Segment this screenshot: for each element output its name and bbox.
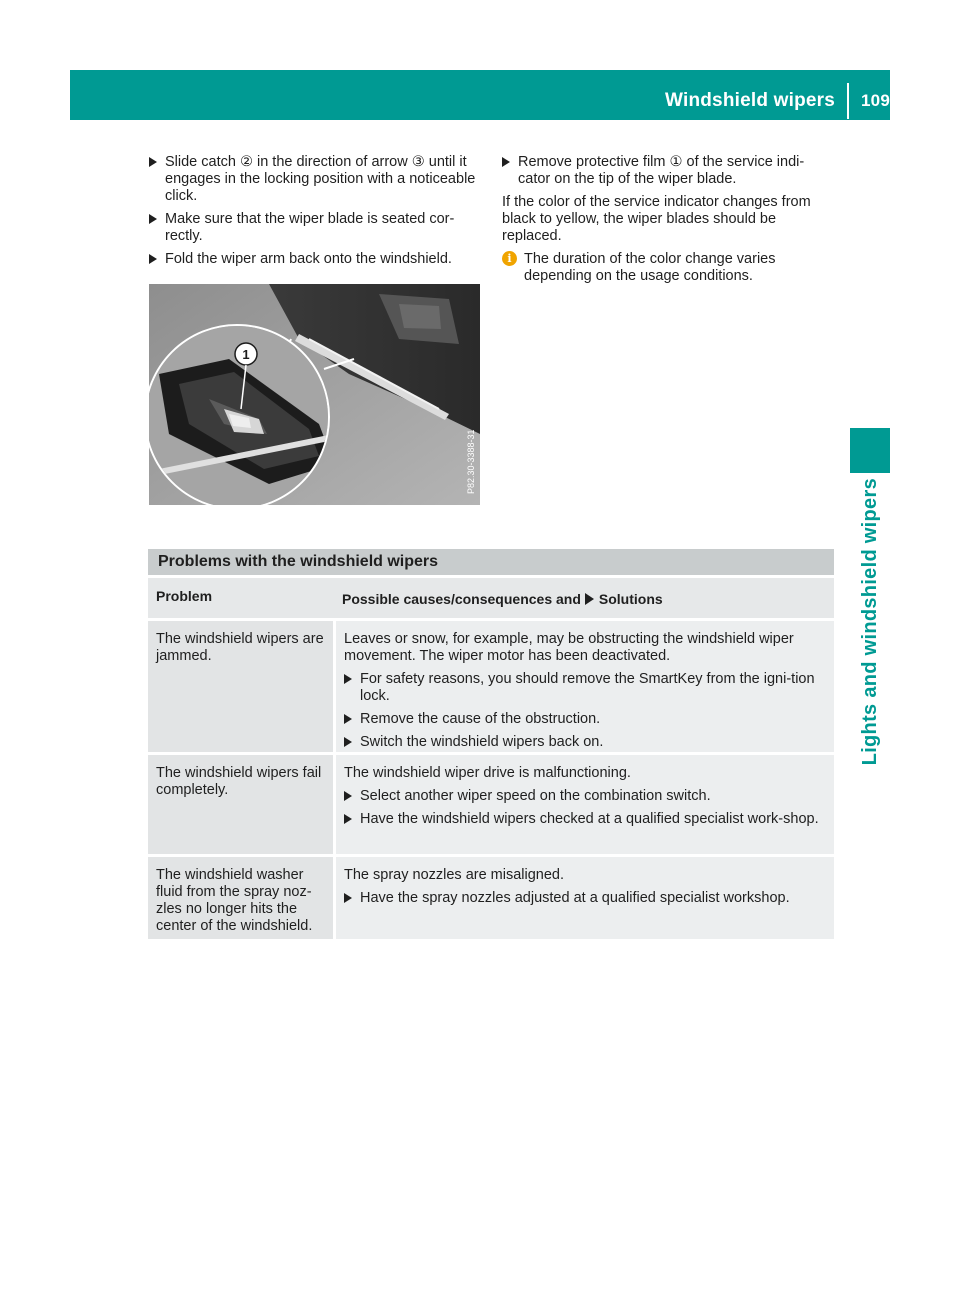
step-text: Remove the cause of the obstruction. — [360, 711, 601, 727]
step-text: Fold the wiper arm back onto the windshield. — [165, 251, 452, 267]
instruction-step — [344, 734, 828, 751]
step-arrow-icon — [344, 791, 352, 801]
step-arrow-icon — [502, 157, 510, 167]
step-arrow-icon — [344, 814, 352, 824]
step-text: Select another wiper speed on the combination switch. — [360, 788, 711, 804]
step-arrow-icon — [149, 157, 157, 167]
table-row — [148, 755, 834, 854]
col-header-text: Solutions — [598, 591, 663, 607]
step-arrow-icon — [344, 674, 352, 684]
step-text: Slide catch ② in the direction of arrow ③ until it engages in the locking position with a noticeable click. — [165, 154, 476, 204]
info-note — [502, 251, 834, 285]
table-title: Problems with the windshield wipers — [148, 549, 834, 575]
col-header-problem: Problem — [156, 588, 213, 604]
solution-cell — [336, 621, 834, 752]
instruction-step — [344, 890, 828, 907]
problem-cell: The windshield wipers fail completely. — [148, 755, 333, 854]
step-text: Have the spray nozzles adjusted at a qualified specialist workshop. — [360, 890, 790, 906]
step-arrow-icon — [149, 214, 157, 224]
callout-number: 1 — [242, 347, 250, 362]
info-icon: i — [502, 251, 517, 266]
cause-text: Leaves or snow, for example, may be obstructing the windshield wiper movement. The wiper motor has been deactivated. — [344, 631, 794, 664]
problem-cell: The windshield wipers are jammed. — [148, 621, 333, 752]
header-divider — [847, 83, 849, 119]
body-paragraph: If the color of the service indicator changes from black to yellow, the wiper blades should be replaced. — [502, 194, 811, 244]
table-row — [148, 857, 834, 939]
figure-code: P82.30-3388-31 — [466, 429, 476, 494]
instruction-step — [344, 671, 828, 705]
chapter-label — [850, 478, 890, 778]
running-header — [665, 86, 890, 116]
left-column — [149, 154, 482, 274]
info-text: The duration of the color change varies depending on the usage conditions. — [524, 251, 776, 284]
col-header-solutions — [334, 578, 834, 618]
problems-table — [148, 549, 834, 939]
step-arrow-icon — [344, 893, 352, 903]
step-text: Have the windshield wipers checked at a qualified specialist work-shop. — [360, 811, 819, 827]
cause-text: The windshield wiper drive is malfunctioning. — [344, 765, 631, 781]
step-arrow-icon — [344, 714, 352, 724]
step-text: Switch the windshield wipers back on. — [360, 734, 604, 750]
step-arrow-icon — [585, 593, 594, 605]
step-text: Remove protective film ① of the service indi-cator on the tip of the wiper blade. — [518, 154, 805, 187]
table-header — [148, 578, 834, 618]
chapter-label-text: Lights and windshield wipers — [858, 478, 881, 766]
instruction-step — [502, 154, 834, 188]
table-row — [148, 621, 834, 752]
instruction-step — [344, 788, 828, 805]
solution-cell — [336, 755, 834, 854]
col-header-text: Possible causes/consequences and — [342, 591, 581, 607]
wiper-illustration — [149, 284, 480, 505]
page-number: 109 — [861, 91, 890, 110]
instruction-step — [149, 251, 482, 268]
cause-text: The spray nozzles are misaligned. — [344, 867, 565, 883]
solution-cell — [336, 857, 834, 939]
instruction-step — [344, 811, 828, 828]
chapter-tab — [850, 428, 890, 473]
problem-cell: The windshield washer fluid from the spray noz-zles no longer hits the center of the windshield. — [148, 857, 333, 939]
step-text: For safety reasons, you should remove the SmartKey from the igni-tion lock. — [360, 671, 815, 704]
instruction-step — [344, 711, 828, 728]
instruction-step — [149, 154, 482, 205]
section-title: Windshield wipers — [665, 90, 836, 111]
step-arrow-icon — [344, 737, 352, 747]
right-column — [502, 154, 834, 285]
step-text: Make sure that the wiper blade is seated cor-rectly. — [165, 211, 455, 244]
step-arrow-icon — [149, 254, 157, 264]
instruction-step — [149, 211, 482, 245]
